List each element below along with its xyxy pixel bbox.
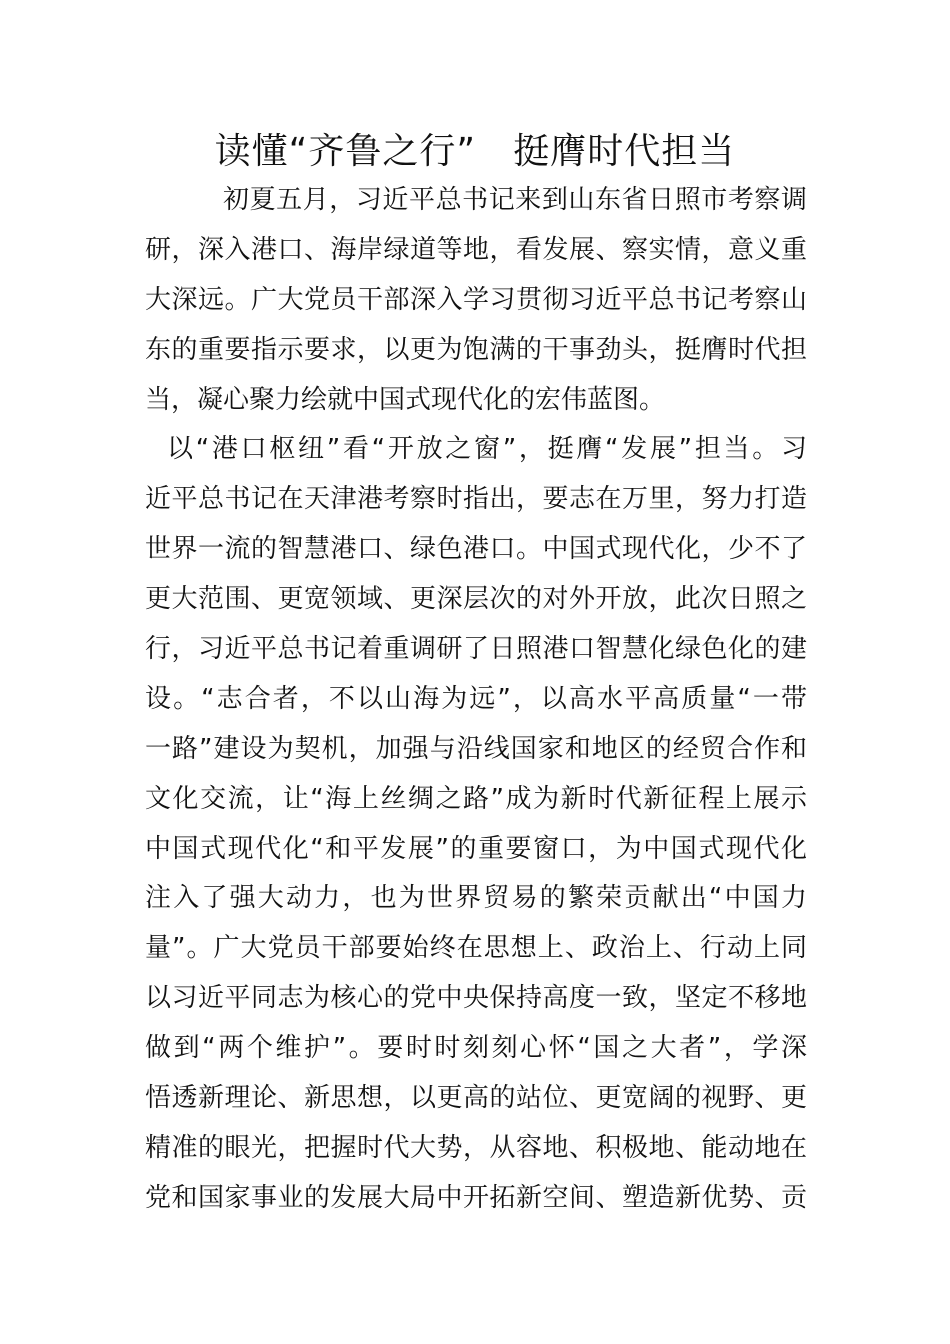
paragraph-1-line-1: 初夏五月，习近平总书记来到山东省日照市考察调 [223,185,807,215]
paragraph-2-line-8: 文化交流，让“海上丝绸之路”成为新时代新征程上展示 [145,783,807,814]
paragraph-2-line-9: 中国式现代化“和平发展”的重要窗口，为中国式现代化 [145,833,807,864]
paragraph-2-line-13: 做到“两个维护”。要时时刻刻心怀“国之大者”，学深 [145,1033,807,1064]
paragraph-2-line-5: 行，习近平总书记着重调研了日照港口智慧化绿色化的建 [145,634,807,665]
paragraph-1-line-5: 当，凝心聚力绘就中国式现代化的宏伟蓝图。 [145,384,666,415]
paragraph-2-line-6: 设。“志合者，不以山海为远”，以高水平高质量“一带 [145,683,807,714]
paragraph-1-line-3: 大深远。广大党员干部深入学习贯彻习近平总书记考察山 [145,284,807,315]
paragraph-2-line-10: 注入了强大动力，也为世界贸易的繁荣贡献出“中国力 [145,883,807,914]
document-body [145,176,807,1224]
paragraph-2-line-1: 以“港口枢纽”看“开放之窗”，挺膺“发展”担当。习 [167,434,807,465]
paragraph-2-line-2: 近平总书记在天津港考察时指出，要志在万里，努力打造 [145,484,807,515]
paragraph-2-line-16: 党和国家事业的发展大局中开拓新空间、塑造新优势、贡 [145,1182,807,1213]
paragraph-2-line-12: 以习近平同志为核心的党中央保持高度一致，坚定不移地 [145,983,807,1014]
paragraph-2-line-7: 一路”建设为契机，加强与沿线国家和地区的经贸合作和 [145,733,807,764]
paragraph-2-line-14: 悟透新理论、新思想，以更高的站位、更宽阔的视野、更 [145,1083,807,1114]
paragraph-2-line-11: 量”。广大党员干部要始终在思想上、政治上、行动上同 [145,933,807,964]
paragraph-1-line-2: 研，深入港口、海岸绿道等地，看发展、察实情，意义重 [145,234,807,265]
document-title: 读懂“齐鲁之行” 挺膺时代担当 [214,131,736,172]
paragraph-2-line-15: 精准的眼光，把握时代大势，从容地、积极地、能动地在 [145,1132,807,1163]
paragraph-2-line-3: 世界一流的智慧港口、绿色港口。中国式现代化，少不了 [145,534,807,565]
paragraph-2-line-4: 更大范围、更宽领域、更深层次的对外开放，此次日照之 [145,584,807,615]
paragraph-1-line-4: 东的重要指示要求，以更为饱满的干事劲头，挺膺时代担 [145,334,807,365]
